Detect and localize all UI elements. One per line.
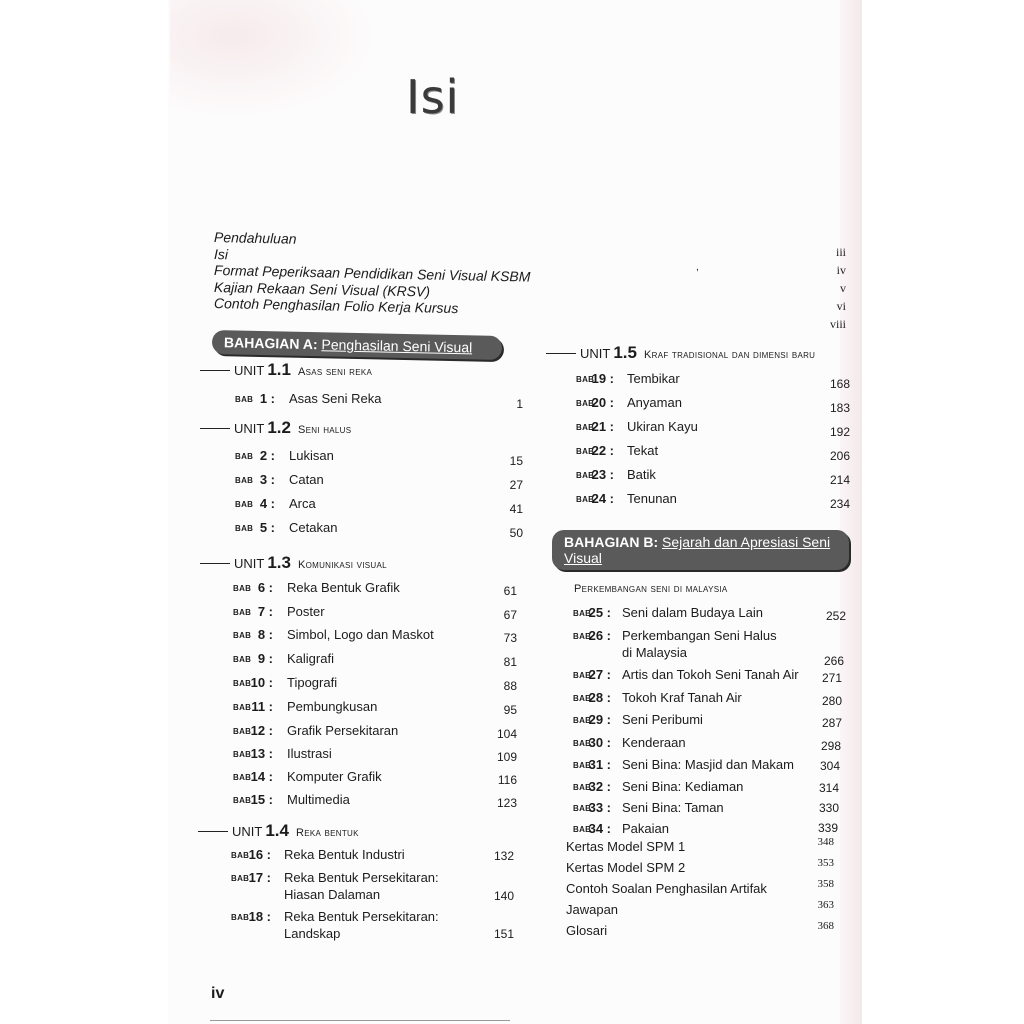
chapter-page: 252 — [825, 609, 846, 623]
chapter-number: 26 : — [588, 628, 611, 643]
unit-word: UNIT — [232, 824, 263, 839]
chapter-page: 168 — [829, 377, 850, 391]
chapter-title: Multimedia — [287, 792, 350, 807]
chapter-title: Cetakan — [289, 520, 338, 535]
chapter-number: 34 : — [588, 821, 611, 836]
chapter-number: 11 : — [251, 699, 273, 714]
chapter-number: 23 : — [591, 467, 614, 482]
bab-label: BAB — [576, 471, 595, 480]
unit-heading — [546, 343, 815, 363]
chapter-number: 17 : — [248, 870, 271, 885]
backmatter-title: Glosari — [566, 923, 608, 938]
backmatter-item — [566, 836, 836, 860]
chapter-title: Reka Bentuk Grafik — [287, 580, 400, 595]
part-b-banner — [552, 530, 849, 570]
chapter-title: Tipografi — [287, 675, 338, 690]
chapter-number: 1 : — [259, 391, 275, 406]
backmatter-page: 368 — [817, 920, 834, 932]
bab-label: BAB — [573, 694, 592, 703]
chapter-number: 21 : — [591, 419, 614, 434]
unit-number: 1.3 — [267, 553, 291, 572]
chapter-title: Reka Bentuk Industri — [284, 847, 405, 862]
bab-label: BAB — [233, 750, 252, 759]
chapter-page: 151 — [493, 927, 514, 941]
chapter-title: Anyaman — [627, 395, 682, 410]
chapter-number: 30 : — [588, 735, 611, 750]
chapter-number: 31 : — [588, 757, 611, 772]
chapter-title: Pakaian — [622, 821, 669, 836]
chapter-title: Komputer Grafik — [287, 769, 382, 784]
chapter-page: 304 — [819, 759, 840, 773]
bab-label: BAB — [233, 703, 252, 712]
chapter-number: 22 : — [591, 443, 614, 458]
bab-label: BAB — [576, 423, 595, 432]
chapter-number: 25 : — [588, 605, 611, 620]
backmatter-title: Contoh Soalan Penghasilan Artifak — [566, 881, 767, 896]
chapter-number: 24 : — [591, 491, 614, 506]
part-a-label: BAHAGIAN A: — [223, 334, 318, 353]
chapter-title: Catan — [289, 472, 324, 487]
page-edge-shadow — [840, 0, 862, 1024]
backmatter-title: Kertas Model SPM 1 — [566, 839, 686, 854]
chapter-number: 28 : — [588, 690, 611, 705]
bab-label: BAB — [573, 804, 592, 813]
bab-label: BAB — [233, 655, 252, 664]
chapter-number: 2 : — [259, 448, 275, 463]
chapter-page: 116 — [497, 773, 517, 787]
chapter-title: Pembungkusan — [287, 699, 378, 714]
bab-label: BAB — [235, 476, 254, 485]
chapter-number: 19 : — [591, 371, 614, 386]
chapter-page: 206 — [829, 449, 850, 463]
chapter-page: 266 — [823, 654, 844, 668]
bab-label: BAB — [573, 825, 592, 834]
chapter-number: 27 : — [588, 667, 611, 682]
chapter-number: 5 : — [259, 520, 275, 535]
chapter-title: Batik — [627, 467, 656, 482]
bab-label: BAB — [233, 607, 252, 617]
intro-item: Contoh Penghasilan Folio Kerja Kursus — [213, 295, 459, 317]
chapter-page: 339 — [817, 821, 838, 835]
backmatter-page: 363 — [817, 899, 834, 911]
chapter-title-cont: di Malaysia — [622, 645, 688, 660]
chapter-page: 280 — [821, 694, 842, 708]
section-heading: Perkembangan seni di malaysia — [574, 583, 728, 595]
intro-page: v — [840, 281, 846, 295]
chapter-title: Simbol, Logo dan Maskot — [287, 627, 434, 642]
bab-label: BAB — [235, 524, 254, 533]
intro-page: iv — [836, 263, 846, 277]
chapter-number: 7 : — [257, 603, 273, 619]
bab-label: BAB — [231, 874, 250, 883]
backmatter-page: 353 — [817, 857, 834, 869]
chapter-page: 1 — [516, 397, 523, 411]
chapter-title: Ukiran Kayu — [627, 419, 698, 434]
chapter-page: 140 — [493, 889, 514, 903]
unit-heading — [200, 418, 351, 438]
chapter-page: 214 — [829, 473, 850, 487]
bab-label: BAB — [576, 495, 595, 504]
chapter-page: 88 — [503, 679, 517, 693]
intro-item: Isi — [213, 245, 229, 262]
backmatter-page: 358 — [817, 878, 834, 890]
chapter-page: 73 — [503, 631, 517, 645]
bab-label: BAB — [235, 395, 254, 404]
stray-mark: , — [696, 262, 699, 273]
chapter-title: Seni dalam Budaya Lain — [622, 605, 763, 620]
chapter-title: Tembikar — [627, 371, 680, 386]
unit-rule — [200, 428, 230, 429]
chapter-title: Tekat — [627, 443, 659, 458]
chapter-number: 9 : — [257, 651, 273, 666]
chapter-page: 104 — [496, 727, 517, 741]
unit-number: 1.2 — [267, 418, 291, 437]
chapter-title: Kaligrafi — [287, 651, 334, 666]
chapter-number: 4 : — [259, 496, 275, 511]
chapter-page: 314 — [818, 781, 839, 795]
backmatter-title: Jawapan — [566, 902, 619, 917]
bab-label: BAB — [576, 375, 595, 384]
bab-label: BAB — [235, 500, 254, 509]
chapter-number: 12 : — [250, 723, 273, 738]
chapter-title: Lukisan — [289, 448, 334, 463]
chapter-page: 67 — [503, 607, 517, 622]
chapter-title-cont: Hiasan Dalaman — [284, 887, 381, 902]
intro-page: vi — [836, 299, 846, 313]
chapter-number: 14 : — [250, 769, 273, 784]
chapter-title: Seni Bina: Kediaman — [622, 779, 744, 794]
chapter-title: Perkembangan Seni Halus — [622, 628, 777, 643]
unit-number: 1.4 — [265, 821, 289, 840]
chapter-title: Tenunan — [627, 491, 677, 506]
chapter-page: 95 — [503, 703, 517, 717]
bab-label: BAB — [573, 739, 592, 748]
unit-word: UNIT — [234, 421, 265, 436]
backmatter-page: 348 — [817, 836, 834, 848]
intro-item: Pendahuluan — [213, 229, 297, 247]
intro-page: viii — [829, 317, 846, 331]
chapter-number: 20 : — [591, 395, 614, 410]
bab-label: BAB — [573, 671, 592, 680]
unit-rule — [198, 831, 228, 832]
chapter-page: 271 — [821, 671, 842, 685]
chapter-page: 41 — [509, 502, 523, 516]
chapter-title: Reka Bentuk Persekitaran: — [284, 870, 439, 885]
unit-rule — [546, 353, 576, 354]
bab-label: BAB — [573, 609, 592, 618]
chapter-page: 287 — [821, 716, 842, 730]
page-number: iv — [211, 985, 225, 1002]
chapter-page: 330 — [818, 801, 839, 815]
intro-item: Format Peperiksaan Pendidikan Seni Visual KSBM — [213, 262, 531, 285]
intro-item: Kajian Rekaan Seni Visual (KRSV) — [213, 278, 431, 300]
intro-page-numbers — [800, 243, 846, 333]
chapter-title: Ilustrasi — [287, 746, 332, 761]
chapter-title: Seni Bina: Masjid dan Makam — [622, 757, 794, 772]
bab-label: BAB — [231, 851, 250, 860]
unit-number: 1.1 — [267, 360, 291, 379]
chapter-page: 27 — [509, 478, 523, 492]
chapter-page: 50 — [509, 526, 523, 540]
unit-rule — [200, 370, 230, 371]
backmatter-item — [566, 878, 836, 902]
unit-word: UNIT — [234, 556, 265, 571]
chapter-number: 8 : — [257, 627, 273, 642]
page-bottom-rule — [210, 1020, 510, 1021]
chapter-number: 3 : — [259, 472, 275, 487]
bab-label: BAB — [573, 716, 592, 725]
unit-heading — [200, 553, 387, 573]
chapter-title: Artis dan Tokoh Seni Tanah Air — [622, 667, 799, 682]
bab-label: BAB — [233, 796, 252, 805]
bab-label: BAB — [573, 632, 592, 641]
bab-label: BAB — [233, 679, 252, 688]
bab-label: BAB — [233, 631, 252, 640]
unit-heading — [198, 821, 359, 841]
bab-label: BAB — [233, 773, 252, 782]
chapter-page: 183 — [829, 401, 850, 415]
backmatter-item — [566, 899, 836, 923]
chapter-page: 81 — [503, 655, 517, 669]
part-a-title: Penghasilan Seni Visual — [321, 336, 473, 356]
unit-word: UNIT — [234, 363, 265, 378]
part-b-label: BAHAGIAN B: — [564, 534, 659, 550]
backmatter-title: Kertas Model SPM 2 — [566, 860, 686, 875]
chapter-page: 234 — [829, 497, 850, 511]
part-b-title: Sejarah dan Apresiasi Seni Visual — [564, 534, 831, 566]
bab-label: BAB — [235, 452, 254, 461]
chapter-number: 33 : — [588, 800, 611, 815]
unit-word: UNIT — [580, 346, 611, 361]
chapter-page: 192 — [829, 425, 850, 439]
chapter-number: 18 : — [248, 909, 271, 924]
bab-label: BAB — [233, 584, 252, 593]
chapter-title: Asas Seni Reka — [289, 391, 382, 406]
chapter-title: Reka Bentuk Persekitaran: — [284, 909, 439, 924]
chapter-title: Poster — [287, 603, 325, 619]
backmatter-item — [566, 920, 836, 944]
chapter-number: 13 : — [250, 746, 273, 761]
bab-label: BAB — [576, 399, 595, 408]
chapter-title: Seni Bina: Taman — [622, 800, 724, 815]
chapter-number: 32 : — [588, 779, 611, 794]
chapter-title: Kenderaan — [622, 735, 686, 750]
bab-label: BAB — [576, 447, 595, 456]
page-stain — [170, 0, 380, 120]
chapter-page: 298 — [820, 739, 841, 753]
unit-title: Kraf tradisional dan dimensi baru — [643, 349, 816, 361]
chapter-page: 123 — [496, 796, 517, 810]
backmatter-item — [566, 857, 836, 881]
chapter-title: Arca — [289, 496, 316, 511]
chapter-number: 6 : — [257, 580, 273, 595]
intro-page: iii — [835, 245, 846, 259]
chapter-number: 10 : — [250, 675, 273, 690]
bab-label: BAB — [573, 761, 592, 770]
unit-title: Asas seni reka — [297, 366, 373, 378]
chapter-page: 15 — [509, 454, 523, 468]
unit-heading — [200, 360, 372, 380]
chapter-title-cont: Landskap — [284, 926, 341, 941]
intro-list — [213, 229, 544, 317]
unit-title: Reka bentuk — [295, 827, 359, 839]
page-title: Isi — [406, 70, 460, 124]
chapter-number: 29 : — [588, 712, 611, 727]
bab-label: BAB — [233, 727, 252, 736]
chapter-number: 15 : — [250, 792, 273, 807]
backmatter-list — [566, 836, 836, 944]
chapter-title: Tokoh Kraf Tanah Air — [622, 690, 742, 705]
chapter-page: 132 — [493, 849, 514, 863]
unit-number: 1.5 — [613, 343, 637, 362]
chapter-page: 109 — [496, 750, 517, 764]
bab-label: BAB — [573, 783, 592, 792]
chapter-title: Grafik Persekitaran — [287, 723, 399, 738]
unit-title: Seni halus — [297, 424, 352, 436]
unit-rule — [200, 563, 230, 564]
unit-title: Komunikasi visual — [297, 559, 387, 571]
chapter-title: Seni Peribumi — [622, 712, 703, 727]
chapter-number: 16 : — [248, 847, 271, 862]
bab-label: BAB — [231, 913, 250, 922]
chapter-page: 61 — [503, 584, 517, 598]
